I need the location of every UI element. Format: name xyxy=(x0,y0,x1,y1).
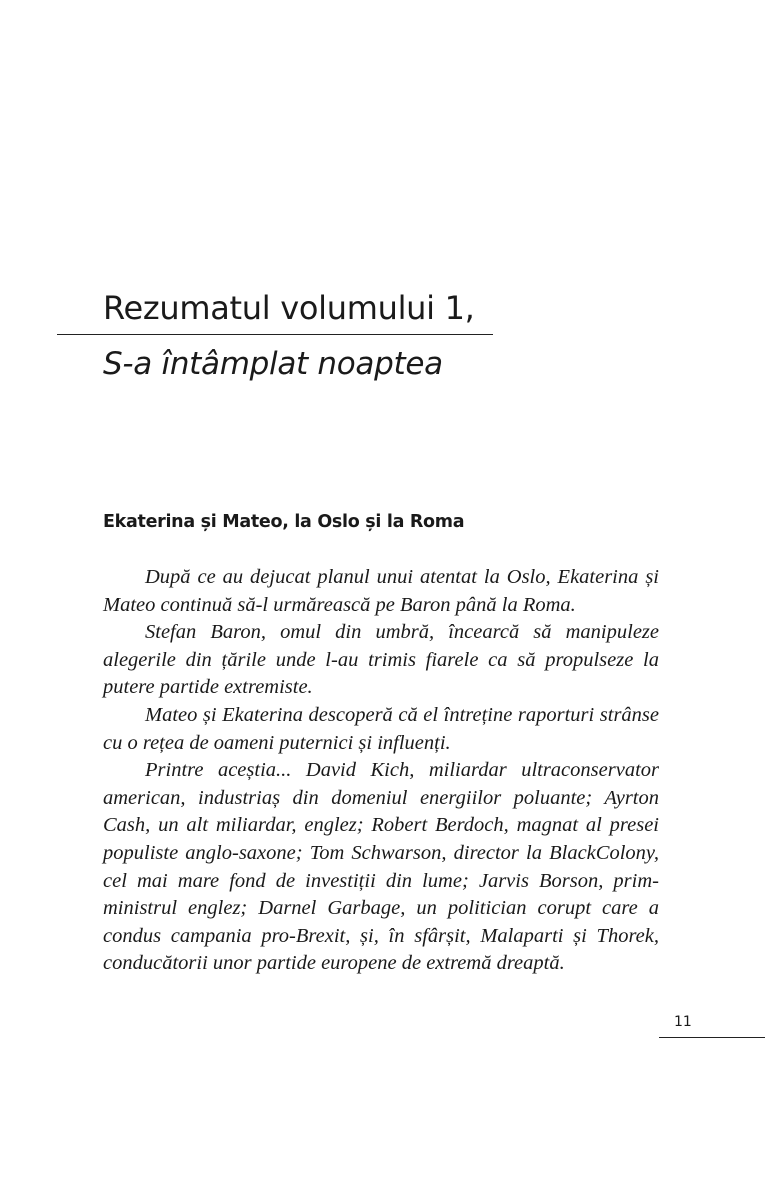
paragraph: Stefan Baron, omul din umbră, încearcă să manipuleze alegerile din țările unde l-au trimis fiarele ca să propulseze la putere partide extremiste. xyxy=(103,621,659,699)
section-heading: Ekaterina și Mateo, la Oslo și la Roma xyxy=(103,512,465,532)
title-divider xyxy=(57,334,493,335)
paragraph: După ce au dejucat planul unui atentat la Oslo, Ekaterina și Mateo continuă să-l urmărească pe Baron până la Roma. xyxy=(103,566,659,616)
paragraph: Mateo și Ekaterina descoperă că el întreține raporturi strânse cu o rețea de oameni puternici și influenți. xyxy=(103,703,659,754)
chapter-subtitle: S-a întâmplat noaptea xyxy=(103,346,443,382)
chapter-title: Rezumatul volumului 1, xyxy=(103,289,475,327)
paragraph: Printre aceștia... David Kich, miliardar ultraconservator american, industriaș din domeniul energiilor poluante; Ayrton Cash, un alt miliardar, englez; Robert Berdoch, magnat al presei populiste anglo-saxone; Tom Schwarson, director la BlackColony, cel mai mare fond de investiții din lume; Jarvis Borson, prim-ministrul englez; Darnel Garbage, un politician corupt care a condus campania pro-Brexit, și, în sfârșit, Malaparti și Thorek, conducătorii unor partide europene de extremă dreaptă. xyxy=(103,759,659,975)
body-text xyxy=(103,564,659,978)
page-number: 11 xyxy=(674,1014,692,1030)
page-number-rule xyxy=(659,1037,765,1038)
